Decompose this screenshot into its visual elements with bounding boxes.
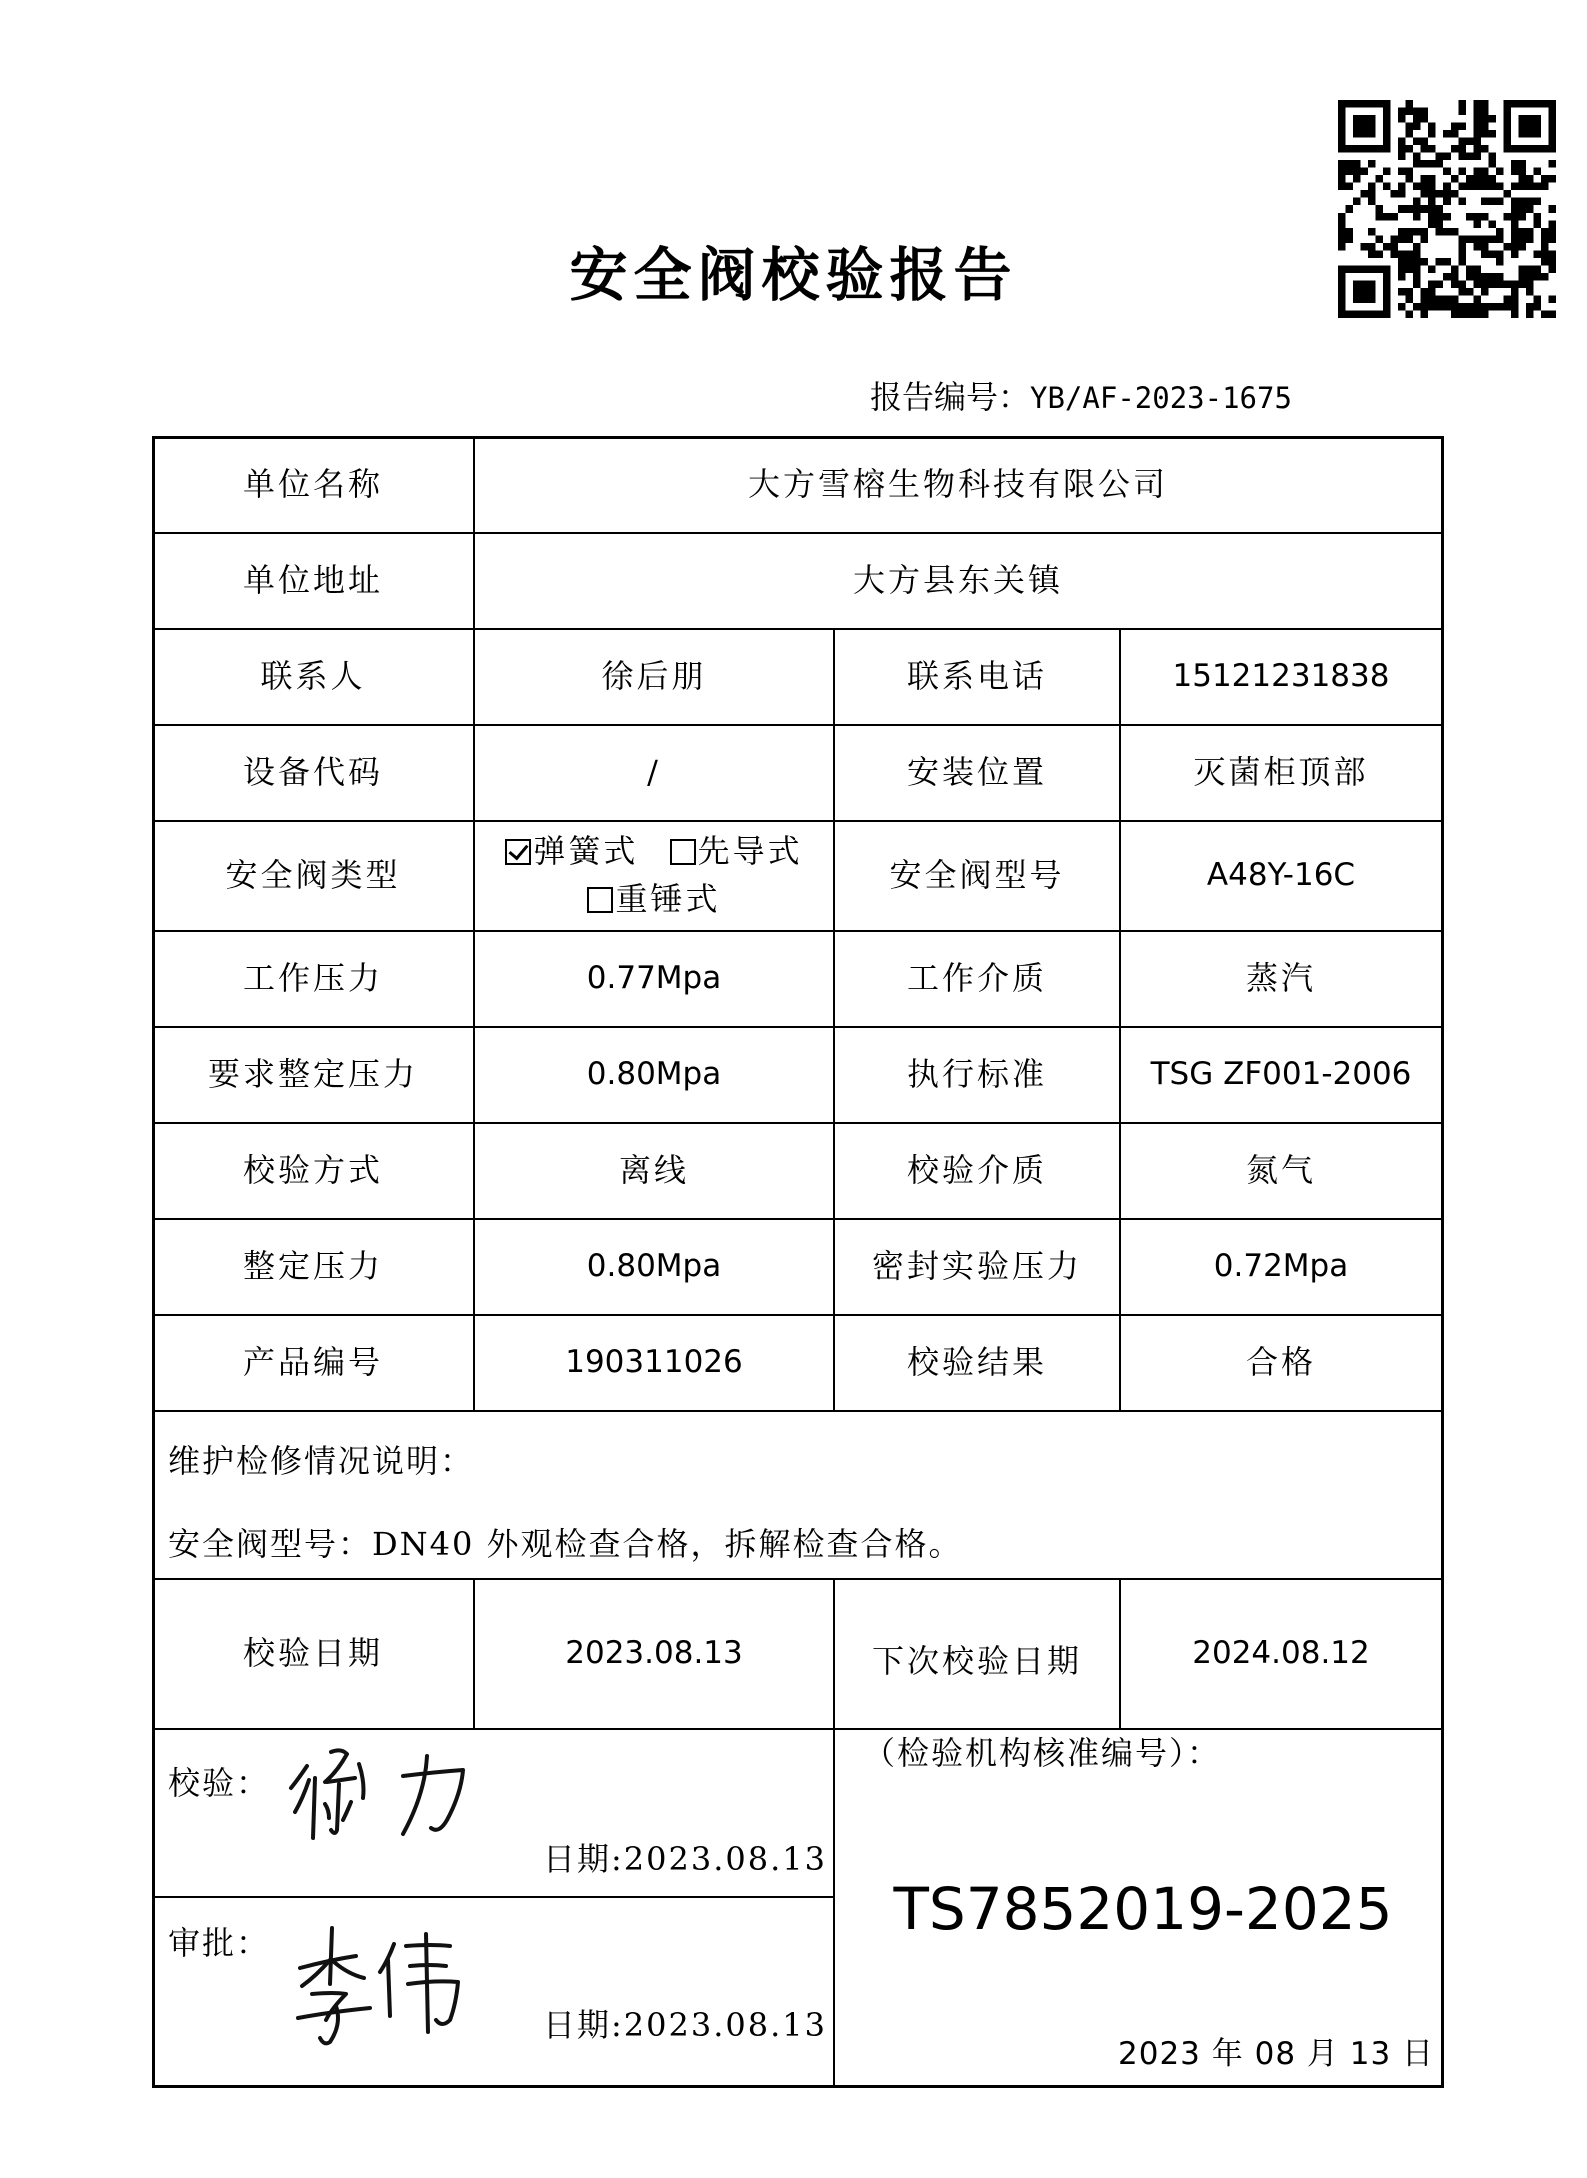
unit-address-value: 大方县东关镇	[852, 561, 1063, 599]
set-pressure-label: 整定压力	[242, 1247, 383, 1285]
contact-label: 联系人	[260, 657, 366, 695]
working-medium-value: 蒸汽	[1245, 959, 1316, 997]
valve-type-options	[474, 820, 834, 930]
phone-label: 联系电话	[906, 657, 1047, 695]
unit-address-label: 单位地址	[242, 561, 383, 599]
valve-model-value: A48Y-16C	[1206, 856, 1356, 893]
unit-name-label: 单位名称	[242, 465, 383, 503]
working-pressure-label: 工作压力	[242, 959, 383, 997]
calibration-method-label: 校验方式	[242, 1151, 383, 1189]
install-location-value: 灭菌柜顶部	[1193, 753, 1369, 791]
set-pressure-value: 0.80Mpa	[586, 1247, 722, 1284]
unit-name-value: 大方雪榕生物科技有限公司	[747, 465, 1168, 503]
approver-date: 日期:2023.08.13	[543, 2006, 828, 2044]
spring-type-checkbox[interactable]	[505, 839, 531, 865]
weight-type-label: 重锤式	[615, 880, 721, 918]
approver-signature	[290, 1920, 480, 2050]
calibration-medium-label: 校验介质	[906, 1151, 1047, 1189]
contact-value: 徐后朋	[601, 657, 707, 695]
calibration-method-value: 离线	[618, 1151, 689, 1189]
calibrator-label: 校验：	[168, 1764, 271, 1802]
install-location-label: 安装位置	[906, 753, 1047, 791]
report-number	[870, 372, 1292, 418]
institution-date: 2023 年 08 月 13 日	[1118, 2036, 1435, 2072]
calibrator-signature	[285, 1738, 485, 1848]
next-date-label: 下次校验日期	[871, 1642, 1082, 1680]
phone-value: 15121231838	[1172, 657, 1390, 694]
seal-test-pressure-value: 0.72Mpa	[1213, 1247, 1349, 1284]
approver-label: 审批：	[168, 1924, 271, 1962]
equipment-code-value: /	[647, 753, 661, 791]
report-number-value: YB/AF-2023-1675	[1030, 381, 1292, 415]
required-set-pressure-value: 0.80Mpa	[586, 1055, 722, 1092]
next-date-value: 2024.08.12	[1192, 1634, 1370, 1671]
valve-type-label: 安全阀类型	[225, 856, 401, 894]
calibrator-date: 日期:2023.08.13	[543, 1840, 828, 1878]
spring-type-label: 弹簧式	[533, 832, 639, 870]
valve-model-label: 安全阀型号	[889, 856, 1065, 894]
pilot-type-label: 先导式	[697, 832, 803, 870]
report-number-label: 报告编号：	[870, 378, 1031, 416]
document-title: 安全阀校验报告	[569, 241, 1018, 309]
standard-label: 执行标准	[906, 1055, 1047, 1093]
maintenance-title: 维护检修情况说明：	[168, 1442, 475, 1480]
result-label: 校验结果	[906, 1343, 1047, 1381]
product-number-value: 190311026	[565, 1343, 743, 1380]
maintenance-text: 安全阀型号：DN40 外观检查合格，拆解检查合格。	[168, 1525, 963, 1563]
required-set-pressure-label: 要求整定压力	[207, 1055, 418, 1093]
weight-type-checkbox[interactable]	[587, 887, 613, 913]
result-value: 合格	[1245, 1343, 1316, 1381]
equipment-code-label: 设备代码	[242, 753, 383, 791]
seal-test-pressure-label: 密封实验压力	[871, 1247, 1082, 1285]
approval-number-value: TS7852019-2025	[893, 1875, 1393, 1943]
working-medium-label: 工作介质	[906, 959, 1047, 997]
qr-code	[1338, 100, 1556, 318]
working-pressure-value: 0.77Mpa	[586, 959, 722, 996]
calibration-date-value: 2023.08.13	[565, 1634, 743, 1671]
approval-number-label: （检验机构核准编号）：	[863, 1734, 1222, 1772]
standard-value: TSG ZF001-2006	[1150, 1055, 1412, 1092]
calibration-date-label: 校验日期	[242, 1634, 383, 1672]
product-number-label: 产品编号	[242, 1343, 383, 1381]
calibration-medium-value: 氮气	[1245, 1151, 1316, 1189]
pilot-type-checkbox[interactable]	[670, 839, 696, 865]
